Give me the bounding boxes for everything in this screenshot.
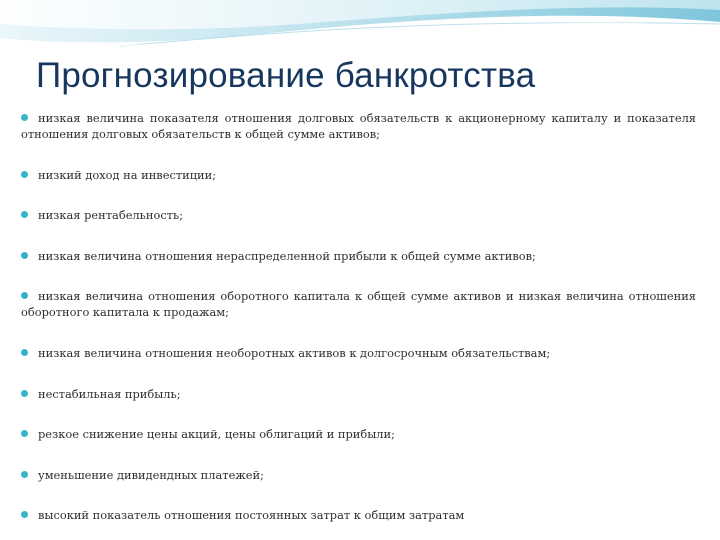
bullet-dot-icon bbox=[21, 292, 28, 299]
bullet-text: нестабильная прибыль; bbox=[38, 387, 181, 401]
bullet-item bbox=[21, 507, 696, 523]
bullet-text: уменьшение дивидендных платежей; bbox=[38, 468, 264, 482]
bullet-text: низкая величина отношения нераспределенной прибыли к общей сумме активов; bbox=[38, 249, 536, 263]
bullet-text: низкая величина показателя отношения долговых обязательств к акционерному капиталу и показателя отношения долговых обязательств к общей сумме активов; bbox=[21, 111, 696, 141]
bullet-item bbox=[21, 345, 696, 361]
bullet-dot-icon bbox=[21, 211, 28, 218]
bullet-item bbox=[21, 386, 696, 402]
bullet-dot-icon bbox=[21, 471, 28, 478]
bullet-dot-icon bbox=[21, 114, 28, 121]
bullet-text: низкая величина отношения необоротных активов к долгосрочным обязательствам; bbox=[38, 346, 551, 360]
bullet-text: низкий доход на инвестиции; bbox=[38, 168, 217, 182]
bullet-text: резкое снижение цены акций, цены облигаций и прибыли; bbox=[38, 427, 395, 441]
bullet-item bbox=[21, 248, 696, 264]
bullet-text: низкая рентабельность; bbox=[38, 208, 184, 222]
bullet-text: высокий показатель отношения постоянных затрат к общим затратам bbox=[38, 508, 465, 522]
bullet-dot-icon bbox=[21, 349, 28, 356]
bullet-dot-icon bbox=[21, 430, 28, 437]
bullet-item bbox=[21, 167, 696, 183]
bullet-dot-icon bbox=[21, 252, 28, 259]
bullet-item bbox=[21, 288, 696, 320]
bullet-text: низкая величина отношения оборотного капитала к общей сумме активов и низкая величина отношения оборотного капитала к продажам; bbox=[21, 289, 696, 319]
slide-title: Прогнозирование банкротства bbox=[36, 56, 536, 95]
bullet-dot-icon bbox=[21, 171, 28, 178]
bullet-item bbox=[21, 467, 696, 483]
bullet-item bbox=[21, 207, 696, 223]
bullet-item bbox=[21, 110, 696, 142]
bullet-dot-icon bbox=[21, 390, 28, 397]
bullet-item bbox=[21, 426, 696, 442]
bullet-dot-icon bbox=[21, 511, 28, 518]
